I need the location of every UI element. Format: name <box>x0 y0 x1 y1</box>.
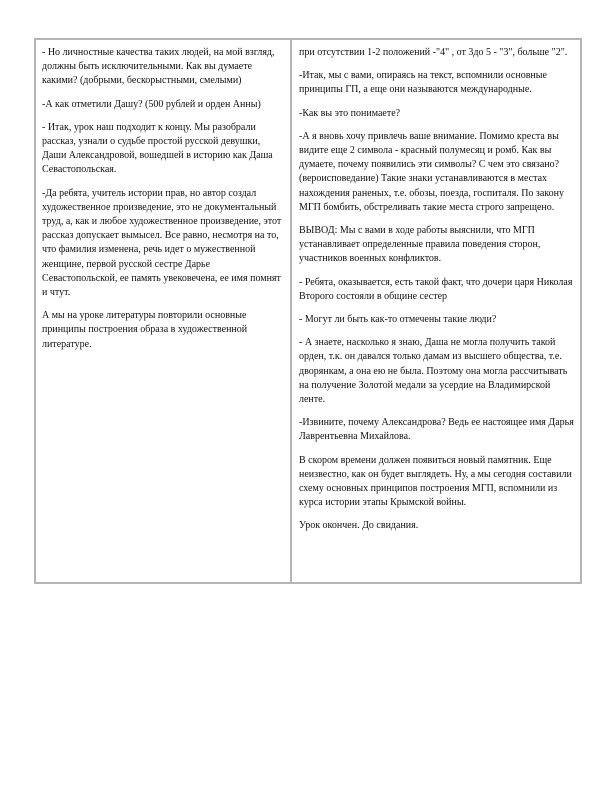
lesson-table <box>34 38 582 584</box>
right-paragraph-5: ВЫВОД: Мы с вами в ходе работы выяснили, что МГП устанавливает определенные правила поведения сторон, участников военных конфликтов. <box>299 225 541 265</box>
right-paragraph-11: Урок окончен. До свидания. <box>299 520 419 532</box>
right-paragraph-2: -Итак, мы с вами, опираясь на текст, вспомнили основные принципы ГП, а еще они называются международные. <box>299 70 547 96</box>
right-paragraph-8: - А знаете, насколько я знаю, Даша не могла получить такой орден, т.к. он давался только дамам из высшего общества, т.е. дворянкам, а она ею не была. Поэтому она могла рассчитывать на получение Золотой медали за усердие на Владимирской ленте. <box>299 337 568 406</box>
left-column <box>36 40 292 582</box>
left-paragraph-1: - Но личностные качества таких людей, на мой взгляд, должны быть исключительными. Как вы думаете какими? (добрыми, бескорыстными, смелыми) <box>42 47 275 87</box>
right-paragraph-6: - Ребята, оказывается, есть такой факт, что дочери царя Николая Второго состояли в общине сестер <box>299 276 573 302</box>
right-paragraph-7: - Могут ли быть как-то отмечены такие люди? <box>299 314 497 326</box>
left-paragraph-4: -Да ребята, учитель истории прав, но автор создал художественное произведение, это не документальный труд, а, как и любое художественное произведение, этот рассказ допускает вымысел. Все равно, несмотря на то, что фамилия изменена, речь идет о мужественной женщине, первой русской сестре Дарье Севастопольской, ее память увековечена, ее имя помнят и чтут. <box>42 187 282 299</box>
right-paragraph-9: -Извините, почему Александрова? Ведь ее настоящее имя Дарья Лаврентьевна Михайлова. <box>299 417 574 443</box>
left-paragraph-3: - Итак, урок наш подходит к концу. Мы разобрали рассказ, узнали о судьбе простой русской девушки, Даши Александровой, вошедшей в историю как Даша Севастопольская. <box>42 121 273 176</box>
right-paragraph-3: -Как вы это понимаете? <box>299 107 401 119</box>
left-paragraph-2: -А как отметили Дашу? (500 рублей и орден Анны) <box>42 98 261 110</box>
right-paragraph-4: -А я вновь хочу привлечь ваше внимание. Помимо креста вы видите еще 2 символа - красный полумесяц и ромб. Как вы думаете, почему появились эти символы? С чем это связано? (вероисповедание) Такие знаки устанавливаются в местах нахождения раненых, т.е. обозы, поезда, госпиталя. По закону МГП бомбить, обстреливать такие места строго запрещено. <box>299 130 565 213</box>
right-paragraph-10: В скором времени должен появиться новый памятник. Еще неизвестно, как он будет выглядеть. Ну, а мы сегодня составили схему основных принципов построения МГП, вспомнили из курса истории этапы Крымской войны. <box>299 454 572 509</box>
left-paragraph-5: А мы на уроке литературы повторили основные принципы построения образа в художественной литературе. <box>42 310 248 350</box>
right-paragraph-1: при отсутствии 1-2 положений -"4" , от 3до 5 - "3", больше "2". <box>299 47 568 58</box>
right-column <box>292 40 580 582</box>
